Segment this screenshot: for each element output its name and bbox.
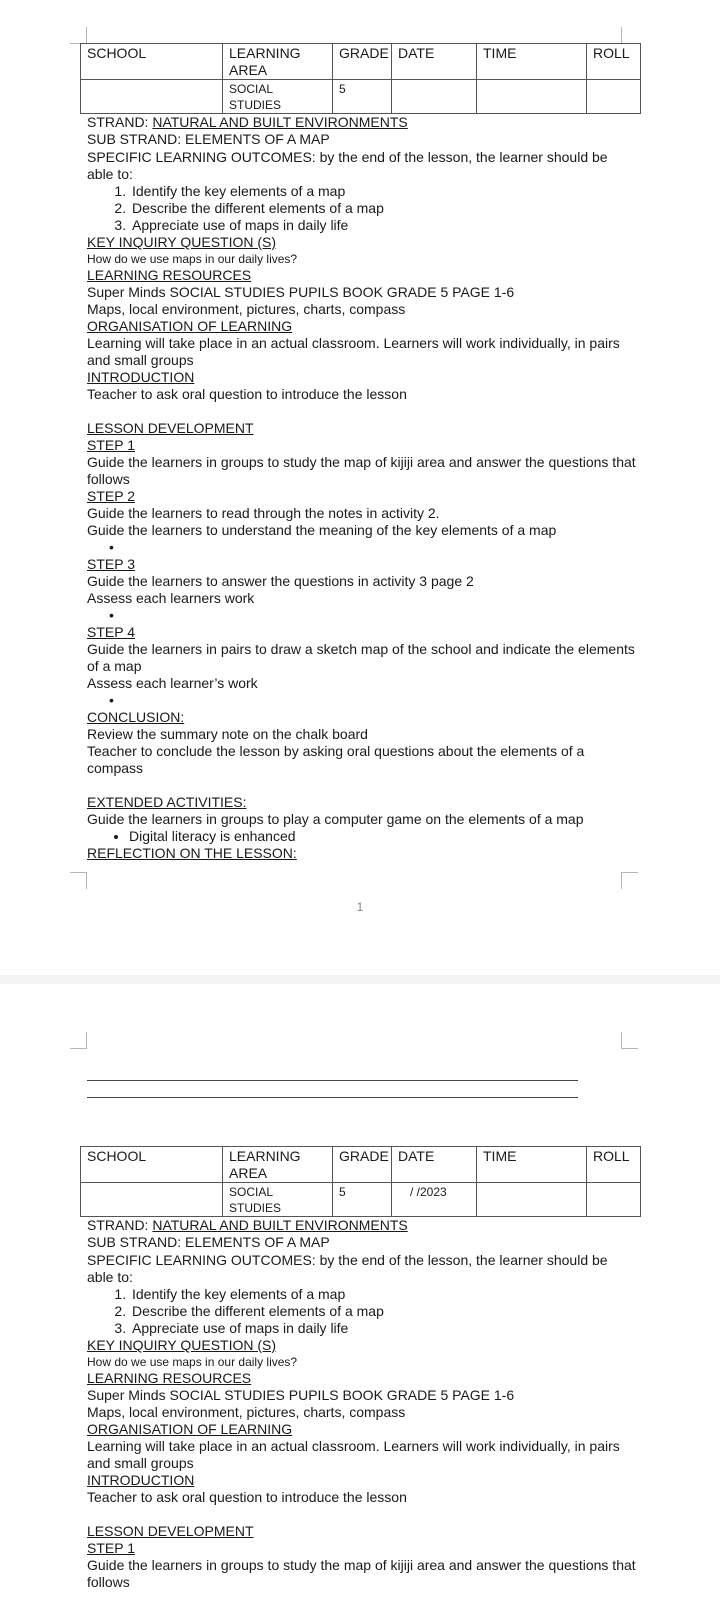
page-number: 1 [356,900,364,914]
crop-mark [70,27,87,44]
strand-line: STRAND: NATURAL AND BUILT ENVIRONMENTS [87,1217,408,1233]
cell-roll [587,1183,641,1217]
sub-strand: SUB STRAND: ELEMENTS OF A MAP [87,131,330,147]
bullet-icon [87,607,637,624]
development-heading: LESSON DEVELOPMENT [87,420,254,436]
step3-line: Assess each learners work [87,590,255,606]
conclusion-line: Review the summary note on the chalk board [87,726,368,742]
conclusion-heading: CONCLUSION: [87,709,185,725]
outcomes-list [87,1286,637,1337]
cell-time [477,80,587,114]
header-roll: ROLL [587,44,641,80]
list-item: 3. Appreciate use of maps in daily life [130,1320,637,1337]
cell-grade: 5 [333,1183,392,1217]
lesson-header-table [80,43,641,114]
cell-grade: 5 [333,80,392,114]
step1-text: Guide the learners in groups to study the map of kijiji area and answer the questions that follows [87,1557,636,1590]
kiq-heading: KEY INQUIRY QUESTION (S) [87,1337,277,1353]
strand-value: NATURAL AND BUILT ENVIRONMENTS [152,1217,408,1233]
step4-line: Guide the learners in pairs to draw a sketch map of the school and indicate the elements of a map [87,641,635,674]
kiq-text: How do we use maps in our daily lives? [87,1355,298,1369]
lesson-plan-body [87,1217,637,1591]
header-grade: GRADE [333,44,392,80]
list-item: 1. Identify the key elements of a map [130,183,637,200]
sub-strand: SUB STRAND: ELEMENTS OF A MAP [87,1234,330,1250]
cell-learning-area: SOCIAL STUDIES [223,1183,333,1217]
lesson-plan-body [87,114,637,862]
strand-value: NATURAL AND BUILT ENVIRONMENTS [152,114,408,130]
header-date: DATE [392,44,477,80]
cell-learning-area: SOCIAL STUDIES [223,80,333,114]
introduction-text: Teacher to ask oral question to introduce the lesson [87,1489,407,1505]
document-page-2 [0,984,720,1600]
cell-roll [587,80,641,114]
kiq-text: How do we use maps in our daily lives? [87,252,298,266]
bullet-icon [87,692,637,709]
step3-line: Guide the learners to answer the questions in activity 3 page 2 [87,573,474,589]
resources-line: Super Minds SOCIAL STUDIES PUPILS BOOK GRADE 5 PAGE 1-6 [87,1387,515,1403]
organisation-heading: ORGANISATION OF LEARNING [87,1421,293,1437]
resources-line: Super Minds SOCIAL STUDIES PUPILS BOOK GRADE 5 PAGE 1-6 [87,284,515,300]
header-school: SCHOOL [81,44,223,80]
step2-line: Guide the learners to understand the meaning of the key elements of a map [87,522,557,538]
extended-text: Guide the learners in groups to play a computer game on the elements of a map [87,811,584,827]
outcomes-list [87,183,637,234]
crop-mark [621,27,638,44]
header-grade: GRADE [333,1147,392,1183]
list-item: 2. Describe the different elements of a map [130,200,637,217]
crop-mark [70,872,87,889]
cell-date: / /2023 [392,1183,477,1217]
header-school: SCHOOL [81,1147,223,1183]
cell-date [392,80,477,114]
step2-line: Guide the learners to read through the notes in activity 2. [87,505,440,521]
cell-time [477,1183,587,1217]
header-date: DATE [392,1147,477,1183]
development-heading: LESSON DEVELOPMENT [87,1523,254,1539]
reflection-line [87,1097,578,1098]
strand-line: STRAND: NATURAL AND BUILT ENVIRONMENTS [87,114,408,130]
step1-heading: STEP 1 [87,437,135,453]
extended-bullets [87,828,637,845]
organisation-text: Learning will take place in an actual classroom. Learners will work individually, in pairs and small groups [87,335,620,368]
introduction-heading: INTRODUCTION [87,369,195,385]
cell-school [81,80,223,114]
list-item: 1. Identify the key elements of a map [130,1286,637,1303]
step4-heading: STEP 4 [87,624,135,640]
step4-line: Assess each learner’s work [87,675,258,691]
conclusion-line: Teacher to conclude the lesson by asking oral questions about the elements of a compass [87,743,585,776]
reflection-heading: REFLECTION ON THE LESSON: [87,845,297,861]
header-time: TIME [477,1147,587,1183]
list-item: 3. Appreciate use of maps in daily life [130,217,637,234]
header-learning-area: LEARNING AREA [223,1147,333,1183]
organisation-heading: ORGANISATION OF LEARNING [87,318,293,334]
reflection-line [87,1080,578,1081]
resources-heading: LEARNING RESOURCES [87,267,252,283]
organisation-text: Learning will take place in an actual classroom. Learners will work individually, in pairs and small groups [87,1438,620,1471]
step1-text: Guide the learners in groups to study the map of kijiji area and answer the questions that follows [87,454,636,487]
step3-heading: STEP 3 [87,556,135,572]
outcomes-intro: SPECIFIC LEARNING OUTCOMES: by the end of the lesson, the learner should be able to: [87,1252,608,1285]
introduction-text: Teacher to ask oral question to introduce the lesson [87,386,407,402]
crop-mark [70,1032,87,1049]
crop-mark [621,1032,638,1049]
crop-mark [621,872,638,889]
outcomes-intro: SPECIFIC LEARNING OUTCOMES: by the end of the lesson, the learner should be able to: [87,149,608,182]
extended-heading: EXTENDED ACTIVITIES: [87,794,247,810]
list-item: • Digital literacy is enhanced [129,828,637,845]
lesson-header-table [80,1146,641,1217]
bullet-icon [87,539,637,556]
step2-heading: STEP 2 [87,488,135,504]
header-time: TIME [477,44,587,80]
step1-heading: STEP 1 [87,1540,135,1556]
introduction-heading: INTRODUCTION [87,1472,195,1488]
resources-line: Maps, local environment, pictures, charts, compass [87,1404,406,1420]
cell-school [81,1183,223,1217]
header-learning-area: LEARNING AREA [223,44,333,80]
list-item: 2. Describe the different elements of a map [130,1303,637,1320]
resources-line: Maps, local environment, pictures, charts, compass [87,301,406,317]
kiq-heading: KEY INQUIRY QUESTION (S) [87,234,277,250]
resources-heading: LEARNING RESOURCES [87,1370,252,1386]
header-roll: ROLL [587,1147,641,1183]
